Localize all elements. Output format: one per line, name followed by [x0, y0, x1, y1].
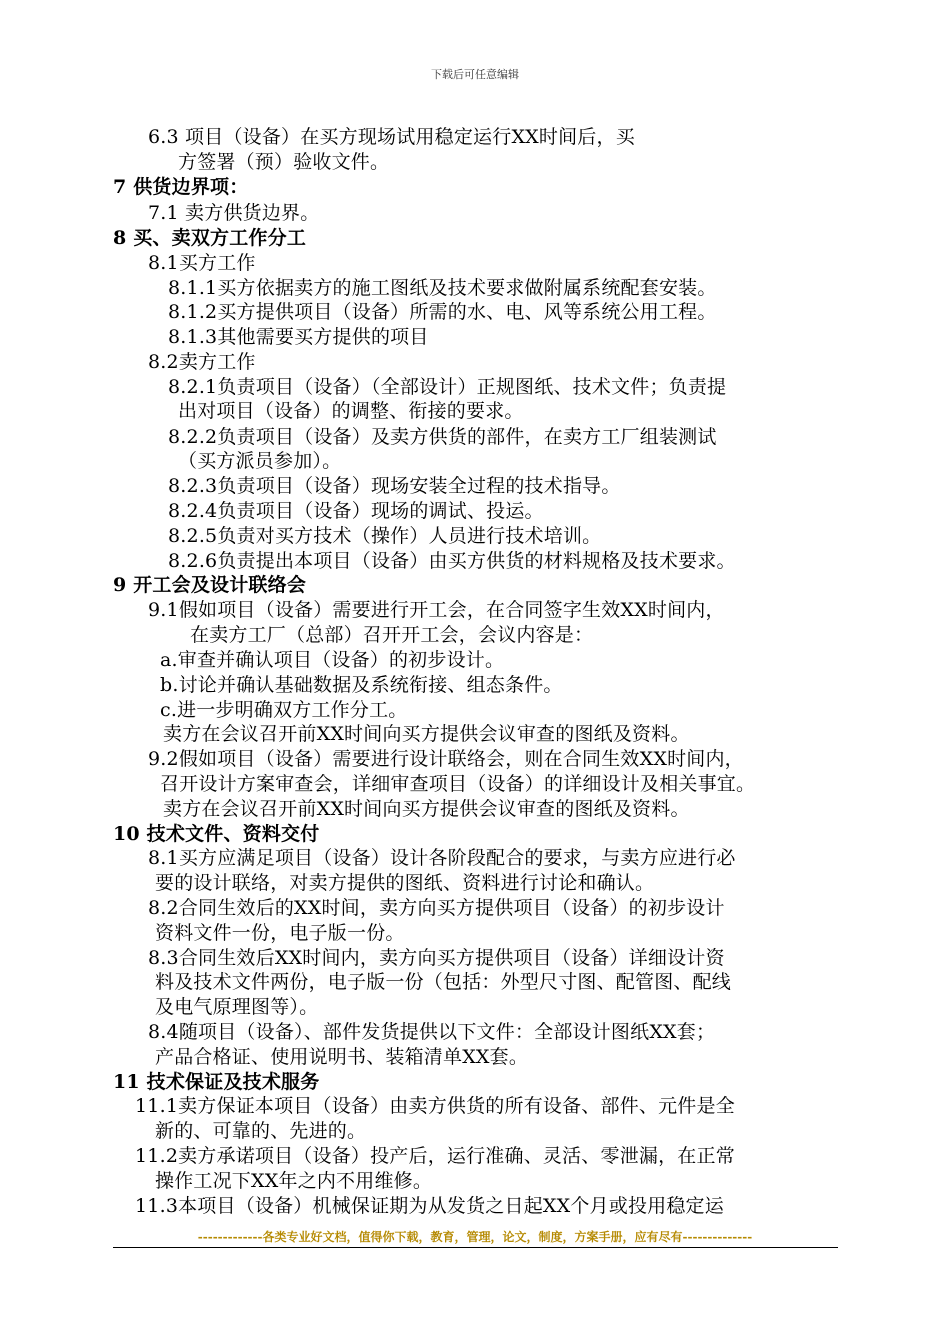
doc-line: 要的设计联络，对卖方提供的图纸、资料进行讨论和确认。 [155, 872, 655, 894]
doc-line: 9.2假如项目（设备）需要进行设计联络会，则在合同生效XX时间内， [148, 748, 744, 770]
doc-line: 8.1买方工作 [148, 252, 256, 274]
doc-line: 8.1.3其他需要买方提供的项目 [168, 326, 429, 348]
doc-line: 8.1买方应满足项目（设备）设计各阶段配合的要求，与卖方应进行必 [148, 847, 736, 869]
doc-line: 9.1假如项目（设备）需要进行开工会，在合同签字生效XX时间内， [148, 599, 725, 621]
doc-line: 8.2.3负责项目（设备）现场安装全过程的技术指导。 [168, 475, 621, 497]
doc-line: 8.2.6负责提出本项目（设备）由买方供货的材料规格及技术要求。 [168, 550, 736, 572]
doc-line: 卖方在会议召开前XX时间向买方提供会议审查的图纸及资料。 [163, 723, 690, 745]
doc-line: 及电气原理图等）。 [155, 996, 319, 1018]
doc-line: 卖方在会议召开前XX时间向买方提供会议审查的图纸及资料。 [163, 798, 690, 820]
section-heading: 11 技术保证及技术服务 [113, 1071, 320, 1093]
doc-line: （买方派员参加）。 [178, 450, 342, 472]
doc-line: 8.3合同生效后XX时间内，卖方向买方提供项目（设备）详细设计资 [148, 947, 725, 969]
doc-line: 新的、可靠的、先进的。 [155, 1120, 367, 1142]
section-heading: 7 供货边界项： [113, 176, 249, 198]
doc-line: 料及技术文件两份，电子版一份（包括：外型尺寸图、配管图、配线 [155, 971, 732, 993]
doc-line: 11.2卖方承诺项目（设备）投产后，运行准确、灵活、零泄漏，在正常 [135, 1145, 735, 1167]
doc-line: 8.1.1买方依据卖方的施工图纸及技术要求做附属系统配套安装。 [168, 277, 717, 299]
doc-line: b.讨论并确认基础数据及系统衔接、组态条件。 [160, 674, 563, 696]
doc-line: 8.2.4负责项目（设备）现场的调试、投运。 [168, 500, 544, 522]
doc-line: 11.3本项目（设备）机械保证期为从发货之日起XX个月或投用稳定运 [135, 1195, 724, 1217]
doc-line: a.审查并确认项目（设备）的初步设计。 [160, 649, 505, 671]
doc-line: 8.4随项目（设备）、部件发货提供以下文件：全部设计图纸XX套； [148, 1021, 716, 1043]
footer-banner: -------------各类专业好文档，值得你下载，教育，管理，论文，制度，方案手册，应有尽有-------------- [197, 1230, 753, 1244]
doc-line: 7.1 卖方供货边界。 [148, 202, 320, 224]
doc-line: 在卖方工厂（总部）召开开工会，会议内容是： [190, 624, 594, 646]
doc-line: 8.2.5负责对买方技术（操作）人员进行技术培训。 [168, 525, 602, 547]
doc-line: 出对项目（设备）的调整、衔接的要求。 [178, 400, 524, 422]
header-note: 下载后可任意编辑 [431, 68, 519, 81]
footer-divider [113, 1247, 838, 1248]
doc-line: 8.2卖方工作 [148, 351, 256, 373]
doc-line: 8.2合同生效后的XX时间，卖方向买方提供项目（设备）的初步设计 [148, 897, 725, 919]
doc-line: 召开设计方案审查会，详细审查项目（设备）的详细设计及相关事宜。 [160, 773, 756, 795]
doc-line: 方签署（预）验收文件。 [178, 151, 390, 173]
doc-line: 6.3 项目（设备）在买方现场试用稳定运行XX时间后，买 [148, 126, 635, 148]
doc-line: 11.1卖方保证本项目（设备）由卖方供货的所有设备、部件、元件是全 [135, 1095, 735, 1117]
section-heading: 8 买、卖双方工作分工 [113, 227, 307, 249]
doc-line: 资料文件一份，电子版一份。 [155, 922, 405, 944]
doc-line: c.进一步明确双方工作分工。 [160, 699, 408, 721]
doc-line: 8.2.1负责项目（设备）（全部设计）正规图纸、技术文件；负责提 [168, 376, 727, 398]
doc-line: 产品合格证、使用说明书、装箱清单XX套。 [155, 1046, 529, 1068]
doc-line: 8.1.2买方提供项目（设备）所需的水、电、风等系统公用工程。 [168, 301, 717, 323]
doc-line: 8.2.2负责项目（设备）及卖方供货的部件，在卖方工厂组装测试 [168, 426, 717, 448]
doc-line: 操作工况下XX年之内不用维修。 [155, 1170, 433, 1192]
section-heading: 10 技术文件、资料交付 [113, 823, 320, 845]
section-heading: 9 开工会及设计联络会 [113, 574, 307, 596]
